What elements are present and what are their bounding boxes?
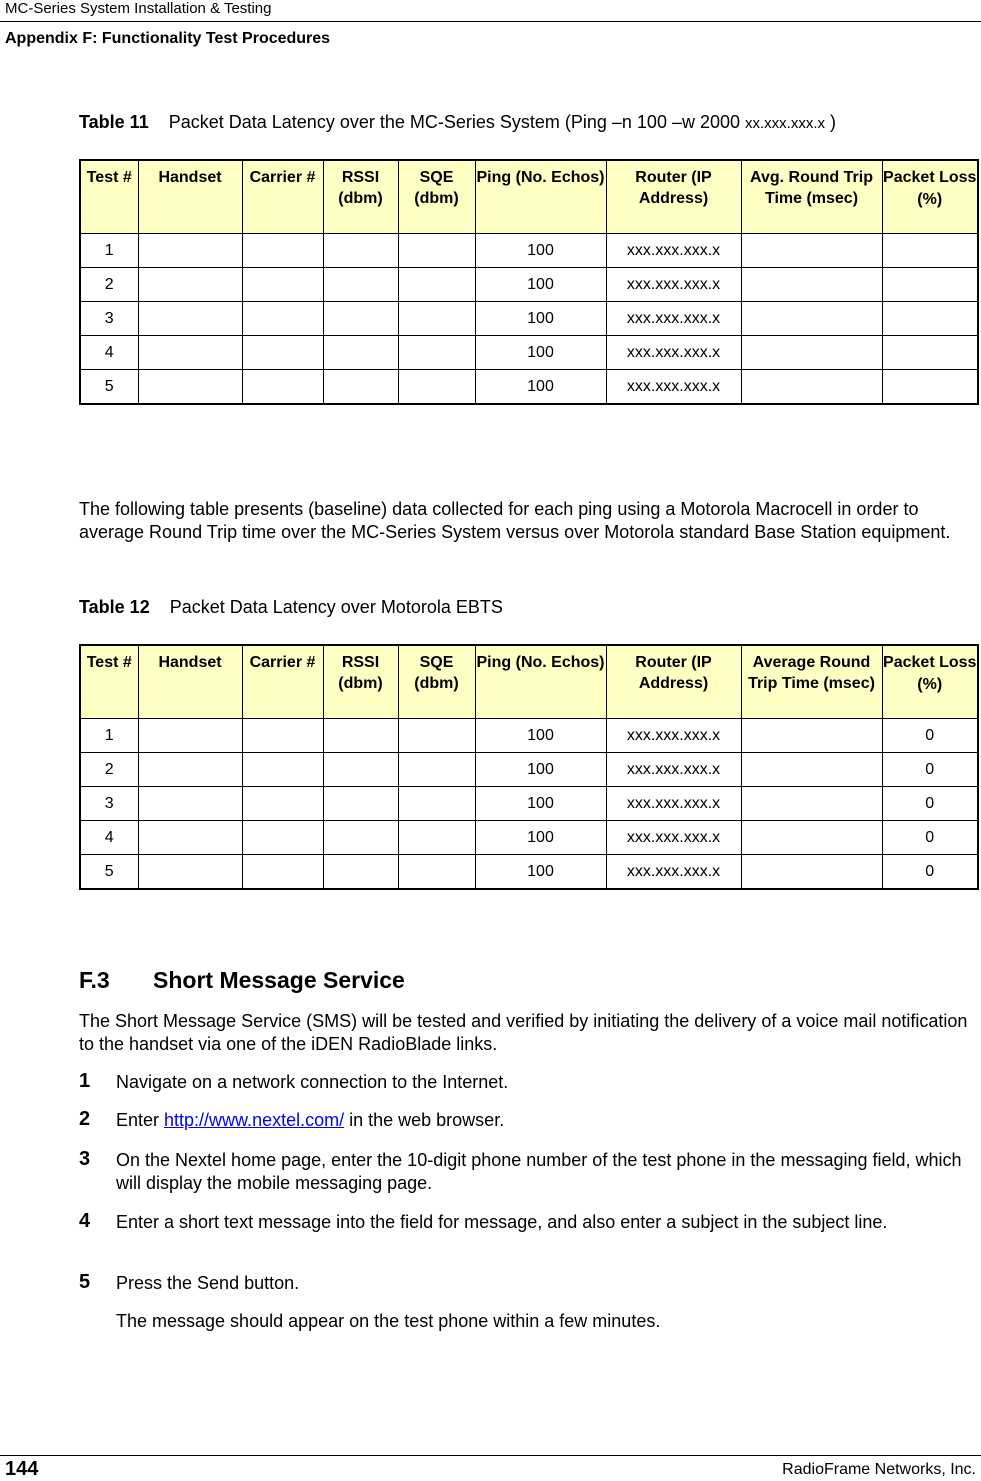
table12-caption-text: Packet Data Latency over Motorola EBTS — [169, 597, 503, 617]
table-cell — [741, 302, 882, 336]
step-number: 5 — [79, 1271, 91, 1293]
section-heading — [79, 967, 405, 994]
table12-header-row — [80, 645, 978, 719]
table-cell: xxx.xxx.xxx.x — [606, 787, 741, 821]
table-cell — [242, 821, 323, 855]
table-cell — [138, 268, 242, 302]
table-cell — [741, 753, 882, 787]
table-cell — [398, 855, 475, 890]
table-cell: xxx.xxx.xxx.x — [606, 336, 741, 370]
table-cell: xxx.xxx.xxx.x — [606, 234, 741, 268]
table-cell — [741, 719, 882, 753]
table-cell: 100 — [475, 753, 606, 787]
page-number: 144 — [5, 1458, 39, 1480]
table-cell: xxx.xxx.xxx.x — [606, 855, 741, 890]
table-cell — [323, 719, 398, 753]
table-cell — [242, 268, 323, 302]
baseline-paragraph: The following table presents (baseline) data collected for each ping using a Motorola Macrocell in order to average Round Trip time over the MC-Series System versus over Motorola standard Base Station equipment. — [79, 499, 951, 542]
table-cell: 100 — [475, 268, 606, 302]
table12-header-cell — [323, 645, 398, 719]
table-cell: xxx.xxx.xxx.x — [606, 370, 741, 405]
table12-header-label: Test # — [86, 654, 132, 671]
table-cell — [741, 336, 882, 370]
table-cell — [323, 821, 398, 855]
table-cell — [323, 234, 398, 268]
table-cell — [741, 370, 882, 405]
table-cell — [138, 855, 242, 890]
document-title: MC-Series System Installation & Testing — [5, 0, 272, 17]
table-row — [80, 753, 978, 787]
table-cell — [138, 753, 242, 787]
step-number: 2 — [79, 1108, 91, 1130]
table-cell — [741, 234, 882, 268]
table-row — [80, 821, 978, 855]
table11-header-label: RSSI (dbm) — [338, 169, 383, 207]
table11-caption-ip: xx.xxx.xxx.x — [745, 115, 826, 132]
table-cell — [242, 370, 323, 405]
table-cell: 0 — [882, 855, 978, 890]
table-cell — [398, 234, 475, 268]
table12-body — [80, 719, 978, 890]
table11-body — [80, 234, 978, 405]
table11-header-label: Router (IP Address) — [635, 169, 712, 207]
table-cell — [323, 336, 398, 370]
table-row — [80, 719, 978, 753]
table11-header-cell — [882, 160, 978, 234]
table11 — [79, 159, 979, 405]
step-text: Navigate on a network connection to the Internet. — [116, 1072, 509, 1092]
table-cell: 1 — [80, 719, 138, 753]
table12-header-label: Average Round Trip Time (msec) — [748, 654, 875, 692]
table-cell: 100 — [475, 234, 606, 268]
step-text-post: in the web browser. — [344, 1110, 505, 1130]
table-row — [80, 336, 978, 370]
table-cell — [138, 234, 242, 268]
table-row — [80, 268, 978, 302]
table11-header-cell — [138, 160, 242, 234]
table11-header-cell — [606, 160, 741, 234]
table12-header-cell — [138, 645, 242, 719]
step-number: 1 — [79, 1070, 91, 1092]
table-cell: 100 — [475, 302, 606, 336]
table12-header-label: Router (IP Address) — [635, 654, 712, 692]
step-text: Enter a short text message into the field for message, and also enter a subject in the subject line. — [116, 1212, 888, 1232]
table11-caption — [79, 112, 836, 133]
table-cell — [138, 821, 242, 855]
table-cell: 3 — [80, 787, 138, 821]
table-cell: 2 — [80, 753, 138, 787]
table12-header-cell — [741, 645, 882, 719]
table12-header-cell — [242, 645, 323, 719]
table12-header-unit: (%) — [917, 676, 943, 693]
table12-header-label: Handset — [158, 654, 222, 671]
table-cell — [398, 370, 475, 405]
table-cell — [242, 302, 323, 336]
table12-header-label: Carrier # — [249, 654, 316, 671]
step-number: 3 — [79, 1148, 91, 1170]
table11-header-cell — [323, 160, 398, 234]
table-cell: 5 — [80, 855, 138, 890]
table12-header-cell — [475, 645, 606, 719]
table12-header-label: Ping (No. Echos) — [476, 654, 605, 671]
table12-header-label: Packet Loss — [883, 654, 977, 671]
table12-label: Table 12 — [79, 597, 150, 617]
table-cell — [242, 336, 323, 370]
table11-caption-end: ) — [825, 112, 837, 132]
table-cell — [398, 753, 475, 787]
table11-header-label: Ping (No. Echos) — [476, 169, 605, 186]
table11-header-label: Packet Loss — [883, 169, 977, 186]
table-cell: 100 — [475, 821, 606, 855]
table-cell — [323, 302, 398, 336]
table11-header-label: Carrier # — [249, 169, 316, 186]
table11-header-label: Test # — [86, 169, 132, 186]
table-cell — [138, 370, 242, 405]
table-cell: xxx.xxx.xxx.x — [606, 302, 741, 336]
table-cell: 100 — [475, 336, 606, 370]
table-cell: 100 — [475, 370, 606, 405]
table12-header-cell — [398, 645, 475, 719]
table11-header-label: SQE (dbm) — [414, 169, 459, 207]
table-cell: 3 — [80, 302, 138, 336]
table-cell: xxx.xxx.xxx.x — [606, 753, 741, 787]
table-cell: 0 — [882, 753, 978, 787]
table-cell: 100 — [475, 787, 606, 821]
nextel-link[interactable]: http://www.nextel.com/ — [164, 1110, 345, 1130]
table-cell: 0 — [882, 821, 978, 855]
table-cell: xxx.xxx.xxx.x — [606, 821, 741, 855]
table-cell — [882, 336, 978, 370]
table11-header-row — [80, 160, 978, 234]
table12-header-cell — [882, 645, 978, 719]
table-cell: 1 — [80, 234, 138, 268]
table-cell — [323, 855, 398, 890]
table-cell — [882, 302, 978, 336]
table-cell: xxx.xxx.xxx.x — [606, 719, 741, 753]
table12-header-cell — [606, 645, 741, 719]
table-cell: 100 — [475, 855, 606, 890]
step-text: On the Nextel home page, enter the 10-digit phone number of the test phone in the messaging field, which will display the mobile messaging page. — [116, 1150, 962, 1193]
table-cell: 4 — [80, 336, 138, 370]
table-cell — [741, 268, 882, 302]
table-cell — [323, 787, 398, 821]
table-cell: 0 — [882, 787, 978, 821]
table11-header-label: Avg. Round Trip Time (msec) — [750, 169, 873, 207]
footer-rule — [0, 1455, 981, 1456]
table-row — [80, 302, 978, 336]
table12 — [79, 644, 979, 890]
table-row — [80, 370, 978, 405]
header-rule — [0, 21, 981, 22]
table-cell — [138, 336, 242, 370]
table11-header-cell — [242, 160, 323, 234]
table12-header-label: SQE (dbm) — [414, 654, 459, 692]
table-cell — [242, 855, 323, 890]
appendix-title: Appendix F: Functionality Test Procedures — [5, 30, 331, 47]
table-cell: 4 — [80, 821, 138, 855]
table11-header-cell — [741, 160, 882, 234]
table-row — [80, 234, 978, 268]
table11-header-unit: (%) — [917, 191, 943, 208]
table12-header-label: RSSI (dbm) — [338, 654, 383, 692]
step-number: 4 — [79, 1210, 91, 1232]
table11-caption-text: Packet Data Latency over the MC-Series System (Ping –n 100 –w 2000 — [168, 112, 746, 132]
table11-header-cell — [475, 160, 606, 234]
table-cell — [323, 370, 398, 405]
table-cell: 100 — [475, 719, 606, 753]
step-text — [116, 1109, 971, 1132]
table-cell — [882, 234, 978, 268]
table-cell — [323, 753, 398, 787]
table-cell: 5 — [80, 370, 138, 405]
table-cell — [138, 302, 242, 336]
table-cell — [323, 268, 398, 302]
table-row — [80, 855, 978, 890]
section-intro: The Short Message Service (SMS) will be tested and verified by initiating the delivery of a voice mail notification to the handset via one of the iDEN RadioBlade links. — [79, 1011, 968, 1054]
table12-caption — [79, 597, 503, 618]
table11-header-cell — [80, 160, 138, 234]
table-cell — [741, 821, 882, 855]
table-cell — [398, 821, 475, 855]
table11-header-cell — [398, 160, 475, 234]
table-cell — [398, 787, 475, 821]
table-cell — [242, 719, 323, 753]
table11-header-label: Handset — [158, 169, 222, 186]
table-cell — [741, 855, 882, 890]
table-cell: xxx.xxx.xxx.x — [606, 268, 741, 302]
section-title: Short Message Service — [153, 967, 405, 993]
table-cell — [398, 302, 475, 336]
table-cell — [741, 787, 882, 821]
table-cell — [242, 787, 323, 821]
table-cell — [882, 370, 978, 405]
section-number: F.3 — [79, 967, 110, 993]
table-cell — [242, 753, 323, 787]
company-name: RadioFrame Networks, Inc. — [782, 1461, 976, 1478]
table11-label: Table 11 — [79, 112, 149, 132]
step-text-pre: Enter — [116, 1110, 165, 1130]
table-cell: 2 — [80, 268, 138, 302]
step-text: Press the Send button. — [116, 1273, 300, 1293]
table-cell — [398, 268, 475, 302]
expected-result: The message should appear on the test phone within a few minutes. — [116, 1311, 661, 1331]
table-cell — [398, 336, 475, 370]
table-cell — [138, 719, 242, 753]
table-cell — [242, 234, 323, 268]
table-row — [80, 787, 978, 821]
table-cell — [398, 719, 475, 753]
table-cell — [138, 787, 242, 821]
table-cell — [882, 268, 978, 302]
table12-header-cell — [80, 645, 138, 719]
table-cell: 0 — [882, 719, 978, 753]
